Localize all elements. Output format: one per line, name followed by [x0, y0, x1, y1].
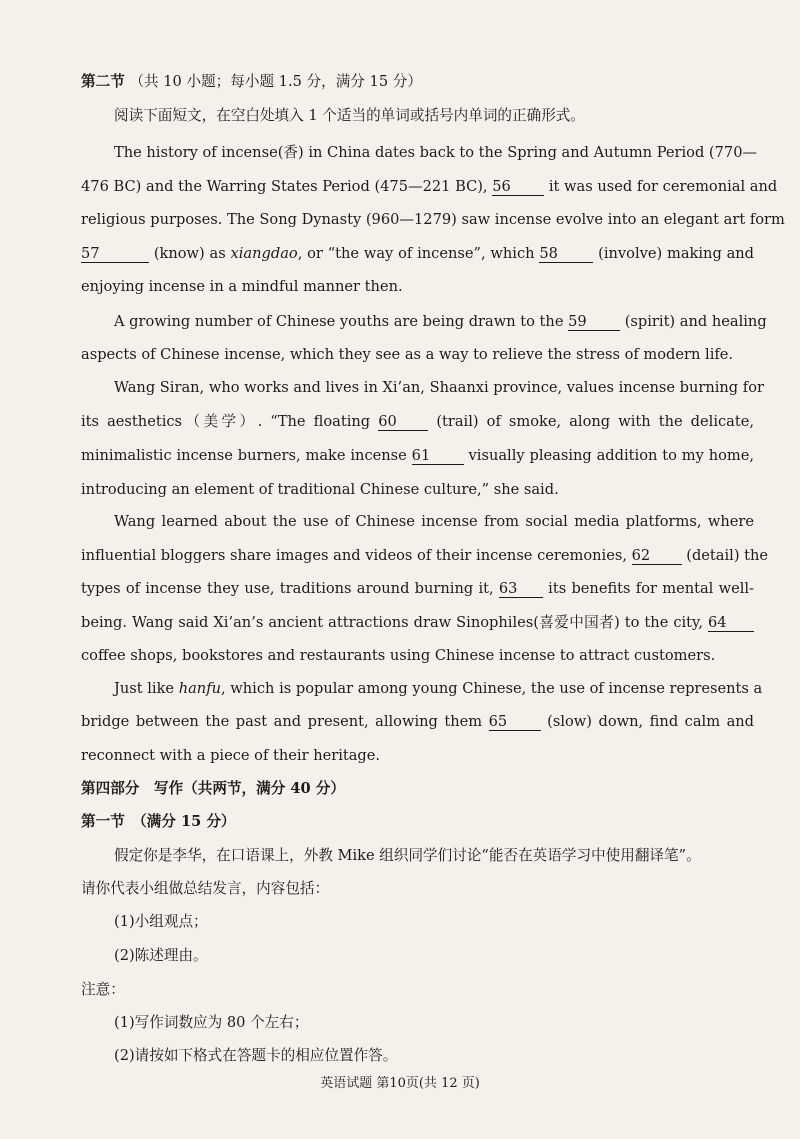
page-footer: 英语试题 第10页(共 12 页)	[320, 1076, 480, 1091]
passage-line: Wang learned about the use of Chinese incense from social media platforms, where	[114, 513, 754, 530]
section-meta: （共 10 小题；每小题 1.5 分，满分 15 分）	[129, 73, 422, 90]
writing-item: (1)小组观点；	[114, 913, 208, 930]
section-title: 第二节	[81, 73, 125, 90]
passage-line: Just like hanfu, which is popular among young Chinese, the use of incense represents a	[114, 680, 763, 697]
writing-item: (2)陈述理由。	[114, 947, 208, 964]
passage-line: The history of incense(香) in China dates back to the Spring and Autumn Period (770—	[114, 144, 758, 161]
answer-blank-64[interactable]: 64	[708, 614, 754, 632]
answer-blank-65[interactable]: 65	[489, 713, 541, 731]
writing-prompt: 假定你是李华，在口语课上，外教 Mike 组织同学们讨论“能否在英语学习中使用翻译笔”。	[114, 847, 701, 864]
passage-line: enjoying incense in a mindful manner then.	[81, 278, 403, 295]
part4-title: 第四部分 写作（共两节，满分 40 分）	[81, 780, 345, 797]
passage-line: A growing number of Chinese youths are being drawn to the 59 (spirit) and healing	[114, 313, 767, 330]
answer-blank-63[interactable]: 63	[499, 580, 543, 598]
passage-line: bridge between the past and present, allowing them 65 (slow) down, find calm and	[81, 713, 755, 730]
answer-blank-61[interactable]: 61	[412, 447, 464, 465]
passage-line: introducing an element of traditional Chinese culture,” she said.	[81, 481, 559, 498]
passage-line: its aesthetics（美学）. “The floating 60 (trail) of smoke, along with the delicate,	[81, 413, 755, 430]
section-instruction: 阅读下面短文，在空白处填入 1 个适当的单词或括号内单词的正确形式。	[114, 107, 585, 124]
passage-line: coffee shops, bookstores and restaurants using Chinese incense to attract customers.	[81, 647, 716, 664]
passage-line: influential bloggers share images and videos of their incense ceremonies, 62 (detail) the	[81, 547, 769, 564]
note-item: (2)请按如下格式在答题卡的相应位置作答。	[114, 1047, 398, 1064]
passage-line: reconnect with a piece of their heritage.	[81, 747, 381, 764]
answer-blank-56[interactable]: 56	[492, 178, 544, 196]
answer-blank-59[interactable]: 59	[568, 313, 620, 331]
passage-line: religious purposes. The Song Dynasty (960—1279) saw incense evolve into an elegant art form	[81, 211, 785, 228]
passage-line: 476 BC) and the Warring States Period (475—221 BC), 56 it was used for ceremonial and	[81, 178, 778, 195]
section-header	[81, 72, 422, 92]
passage-line: minimalistic incense burners, make incense 61 visually pleasing addition to my home,	[81, 447, 755, 464]
passage-line: aspects of Chinese incense, which they see as a way to relieve the stress of modern life.	[81, 346, 734, 363]
passage-line: 57 (know) as xiangdao, or “the way of incense”, which 58 (involve) making and	[81, 245, 755, 262]
passage-line: being. Wang said Xi’an’s ancient attractions draw Sinophiles(喜爱中国者) to the city, 64	[81, 613, 754, 633]
note-item: (1)写作词数应为 80 个左右；	[114, 1014, 309, 1031]
writing-prompt: 请你代表小组做总结发言，内容包括：	[81, 880, 330, 897]
answer-blank-57[interactable]: 57	[81, 245, 149, 263]
answer-blank-58[interactable]: 58	[539, 245, 593, 263]
passage-line: types of incense they use, traditions around burning it, 63 its benefits for mental well-	[81, 580, 754, 597]
passage-line: Wang Siran, who works and lives in Xi’an, Shaanxi province, values incense burning for	[114, 379, 764, 396]
part4-section1-title: 第一节 （满分 15 分）	[81, 813, 236, 830]
answer-blank-60[interactable]: 60	[378, 413, 428, 431]
note-title: 注意：	[81, 981, 125, 998]
answer-blank-62[interactable]: 62	[632, 547, 682, 565]
